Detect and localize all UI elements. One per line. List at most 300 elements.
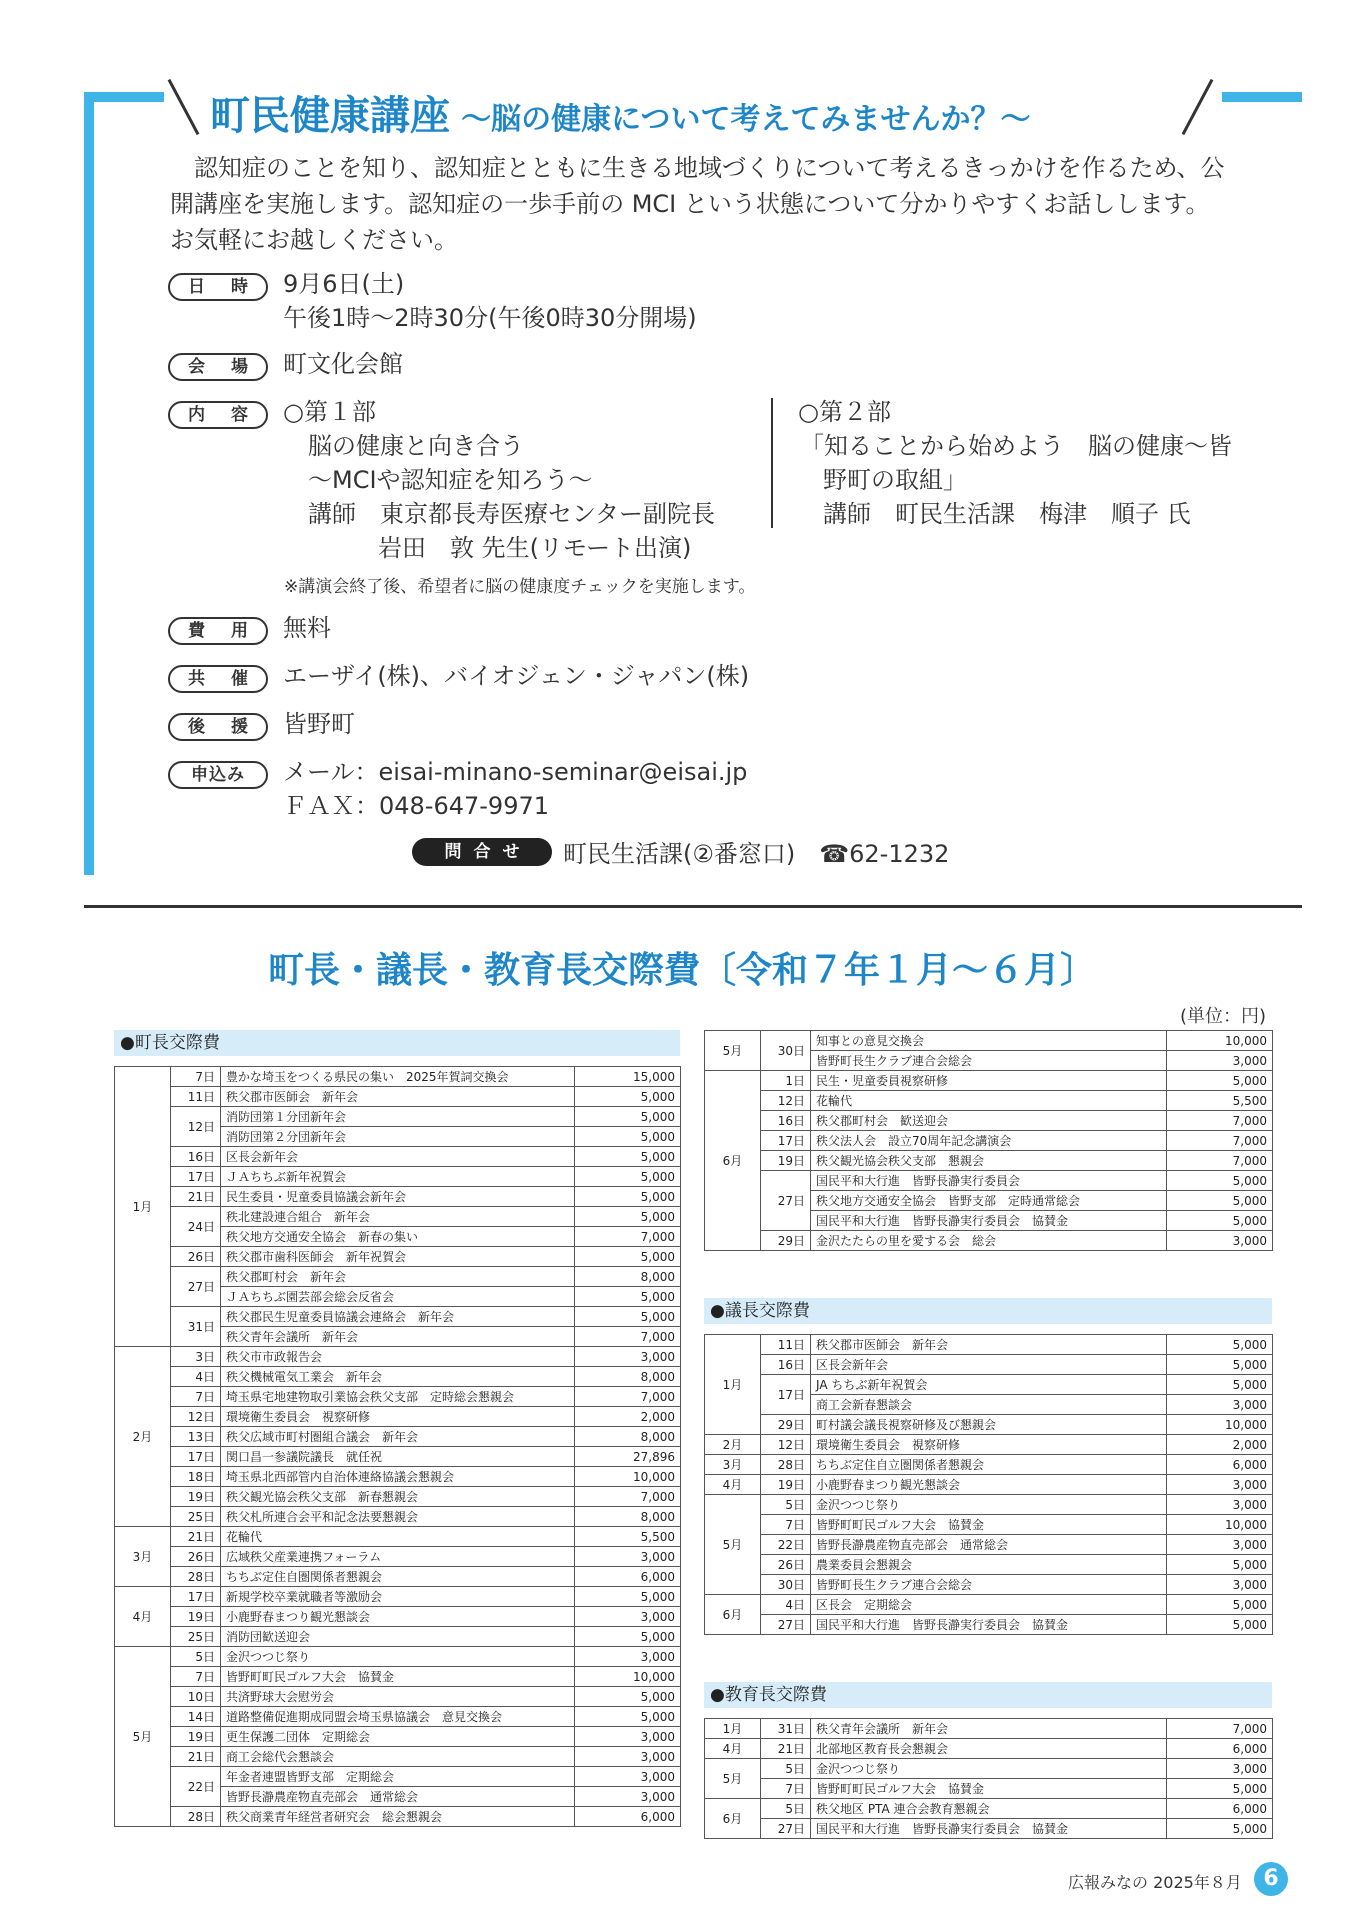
amount-cell: 5,000 [575,1167,681,1187]
edu-section-head: ●教育長交際費 [704,1682,1272,1708]
fee-value: 無料 [283,614,331,642]
event-cell: JA ちちぶ新年祝賀会 [811,1375,1167,1395]
day-cell: 27日 [171,1267,221,1307]
side-bar-left [84,92,94,875]
event-cell: 秩父札所連合会平和記念法要懇親会 [221,1507,575,1527]
amount-cell: 3,000 [575,1747,681,1767]
amount-cell: 5,000 [1167,1595,1273,1615]
day-cell: 26日 [761,1555,811,1575]
event-cell: 知事との意見交換会 [811,1031,1167,1051]
table-row [115,1147,681,1167]
event-cell: 秩父郡町村会 歓送迎会 [811,1111,1167,1131]
table-row [705,1111,1273,1131]
date-line1: 9月6日(土) [283,270,405,298]
amount-cell: 5,000 [575,1107,681,1127]
apply-mail[interactable]: メール：eisai-minano-seminar@eisai.jp [283,758,748,786]
amount-cell: 5,000 [1167,1335,1273,1355]
fee-label: 費 用 [168,617,268,645]
seminar-title-sub: ～脳の健康について考えてみませんか？～ [461,102,1031,137]
day-cell: 31日 [171,1307,221,1347]
event-cell: 秩父郡市医師会 新年会 [221,1087,575,1107]
amount-cell: 6,000 [1167,1799,1273,1819]
table-row [115,1427,681,1447]
unit-label: (単位：円) [1180,1006,1267,1027]
event-cell: 年金者連盟皆野支部 定期総会 [221,1767,575,1787]
event-cell: ちちぶ定住自圏関係者懇親会 [221,1567,575,1587]
amount-cell: 5,000 [1167,1555,1273,1575]
amount-cell: 5,000 [1167,1071,1273,1091]
event-cell: 秩父観光協会秩父支部 懇親会 [811,1151,1167,1171]
event-cell: 秩父郡町村会 新年会 [221,1267,575,1287]
day-cell: 22日 [171,1767,221,1807]
day-cell: 29日 [761,1231,811,1251]
table-row [115,1507,681,1527]
amount-cell: 2,000 [1167,1435,1273,1455]
event-cell: 国民平和大行進 皆野長瀞実行委員会 協賛金 [811,1615,1167,1635]
table-row [115,1467,681,1487]
table-row [705,1739,1273,1759]
mayor-cont-table [704,1030,1273,1251]
amount-cell: 5,000 [575,1627,681,1647]
event-cell: 皆野町長生クラブ連合会総会 [811,1051,1167,1071]
event-cell: 秩父地方交通安全協会 新春の集い [221,1227,575,1247]
month-cell: 5月 [705,1495,761,1595]
amount-cell: 10,000 [1167,1031,1273,1051]
day-cell: 4日 [171,1367,221,1387]
amount-cell: 5,500 [575,1527,681,1547]
amount-cell: 10,000 [575,1467,681,1487]
event-cell: 皆野町町民ゴルフ大会 協賛金 [811,1779,1167,1799]
event-cell: 金沢つつじ祭り [221,1647,575,1667]
event-cell: 民生委員・児童委員協議会新年会 [221,1187,575,1207]
amount-cell: 5,000 [1167,1191,1273,1211]
footer-label: 広報みなの 2025年８月 [1068,1873,1242,1892]
day-cell: 22日 [761,1535,811,1555]
table-row [705,1575,1273,1595]
event-cell: 消防団第２分団新年会 [221,1127,575,1147]
table-row [115,1807,681,1827]
table-row [705,1555,1273,1575]
part2-line2: 野町の取組」 [823,466,967,494]
amount-cell: 3,000 [575,1727,681,1747]
amount-cell: 7,000 [575,1387,681,1407]
support-value: 皆野町 [283,710,355,738]
amount-cell: 6,000 [575,1567,681,1587]
event-cell: 商工会新春懇談会 [811,1395,1167,1415]
day-cell: 21日 [171,1747,221,1767]
table-row [115,1647,681,1667]
month-cell: 6月 [705,1799,761,1839]
amount-cell: 5,000 [1167,1355,1273,1375]
event-cell: 共済野球大会慰労会 [221,1687,575,1707]
event-cell: 国民平和大行進 皆野長瀞実行委員会 協賛金 [811,1211,1167,1231]
amount-cell: 5,000 [575,1287,681,1307]
event-cell: 皆野町長生クラブ連合会総会 [811,1575,1167,1595]
table-row [705,1151,1273,1171]
table-row [115,1207,681,1227]
amount-cell: 5,000 [575,1707,681,1727]
table-row [115,1387,681,1407]
event-cell: 金沢つつじ祭り [811,1495,1167,1515]
day-cell: 11日 [171,1087,221,1107]
event-cell: 消防団歓送迎会 [221,1627,575,1647]
day-cell: 17日 [761,1375,811,1415]
day-cell: 12日 [761,1091,811,1111]
day-cell: 30日 [761,1575,811,1595]
day-cell: 21日 [171,1187,221,1207]
content-label: 内 容 [168,401,268,429]
month-cell: 3月 [115,1527,171,1587]
part1-line2: ～MCIや認知症を知ろう～ [308,466,593,494]
day-cell: 7日 [761,1779,811,1799]
event-cell: 小鹿野春まつり観光懇談会 [811,1475,1167,1495]
table-row [705,1031,1273,1051]
amount-cell: 5,000 [575,1147,681,1167]
table-row [115,1167,681,1187]
day-cell: 27日 [761,1171,811,1231]
part2-line3: 講師 町民生活課 梅津 順子 氏 [823,500,1191,528]
month-cell: 6月 [705,1071,761,1251]
chair-table-body [705,1335,1273,1635]
day-cell: 14日 [171,1707,221,1727]
event-cell: 秩父商業青年経営者研究会 総会懇親会 [221,1807,575,1827]
month-cell: 5月 [705,1759,761,1799]
event-cell: 小鹿野春まつり観光懇談会 [221,1607,575,1627]
day-cell: 7日 [171,1387,221,1407]
amount-cell: 5,000 [575,1687,681,1707]
day-cell: 13日 [171,1427,221,1447]
part2-line1: 「知ることから始めよう 脳の健康～皆 [800,432,1232,460]
table-row [705,1799,1273,1819]
amount-cell: 3,000 [1167,1475,1273,1495]
event-cell: 皆野町町民ゴルフ大会 協賛金 [221,1667,575,1687]
venue-value: 町文化会館 [283,350,403,378]
table-row [705,1231,1273,1251]
apply-fax: ＦＡＸ：048-647-9971 [283,792,550,820]
table-row [115,1707,681,1727]
section-divider [84,905,1302,908]
day-cell: 19日 [761,1475,811,1495]
part1-line4: 岩田 敦 先生(リモート出演) [378,534,692,562]
day-cell: 27日 [761,1615,811,1635]
amount-cell: 5,000 [1167,1615,1273,1635]
table-row [115,1687,681,1707]
amount-cell: 7,000 [1167,1719,1273,1739]
amount-cell: 8,000 [575,1267,681,1287]
event-cell: 秩父機械電気工業会 新年会 [221,1367,575,1387]
day-cell: 5日 [761,1799,811,1819]
day-cell: 16日 [761,1355,811,1375]
event-cell: 新規学校卒業就職者等激励会 [221,1587,575,1607]
day-cell: 12日 [761,1435,811,1455]
day-cell: 28日 [761,1455,811,1475]
chair-section-head: ●議長交際費 [704,1298,1272,1324]
amount-cell: 5,000 [575,1247,681,1267]
event-cell: 豊かな埼玉をつくる県民の集い 2025年賀詞交換会 [221,1067,575,1087]
cohost-value: エーザイ(株)、バイオジェン・ジャパン(株) [283,662,750,690]
event-cell: 秩父法人会 設立70周年記念講演会 [811,1131,1167,1151]
event-cell: 金沢つつじ祭り [811,1759,1167,1779]
day-cell: 7日 [761,1515,811,1535]
amount-cell: 3,000 [1167,1535,1273,1555]
seminar-title [210,84,1190,141]
part1-line3: 講師 東京都長寿医療センター副院長 [308,500,716,528]
event-cell: 皆野長瀞農産物直売部会 通常総会 [811,1535,1167,1555]
title-bar-left [84,92,164,102]
event-cell: 環境衛生委員会 視察研修 [811,1435,1167,1455]
apply-label: 申込み [168,761,268,789]
amount-cell: 5,000 [1167,1779,1273,1799]
date-label: 日 時 [168,273,268,301]
table-row [115,1247,681,1267]
table-row [705,1495,1273,1515]
table-row [705,1335,1273,1355]
day-cell: 7日 [171,1667,221,1687]
event-cell: 関口昌一参議院議長 就任祝 [221,1447,575,1467]
mayor-table-body [115,1067,681,1827]
inquiry-label: 問合せ [412,838,552,866]
day-cell: 10日 [171,1687,221,1707]
table-row [705,1455,1273,1475]
day-cell: 28日 [171,1807,221,1827]
amount-cell: 6,000 [575,1807,681,1827]
event-cell: 区長会新年会 [221,1147,575,1167]
day-cell: 19日 [761,1151,811,1171]
day-cell: 28日 [171,1567,221,1587]
amount-cell: 7,000 [575,1227,681,1247]
edu-table [704,1718,1273,1839]
table-row [115,1487,681,1507]
event-cell: 秩父地方交通安全協会 皆野支部 定時通常総会 [811,1191,1167,1211]
day-cell: 19日 [171,1607,221,1627]
day-cell: 18日 [171,1467,221,1487]
table-row [705,1515,1273,1535]
table-row [705,1415,1273,1435]
table-row [705,1091,1273,1111]
table-row [705,1071,1273,1091]
seminar-intro-text: 認知症のことを知り、認知症とともに生きる地域づくりについて考えるきっかけを作るため、公開講座を実施します。認知症の一歩手前の MCI という状態について分かりやすくお話しします。お気軽にお越しください。 [170,154,1225,254]
day-cell: 16日 [171,1147,221,1167]
table-row [115,1587,681,1607]
table-row [115,1407,681,1427]
amount-cell: 3,000 [1167,1231,1273,1251]
day-cell: 25日 [171,1507,221,1527]
table-row [115,1367,681,1387]
amount-cell: 3,000 [575,1607,681,1627]
amount-cell: 7,000 [575,1487,681,1507]
table-row [705,1435,1273,1455]
event-cell: 埼玉県宅地建物取引業協会秩父支部 定時総会懇親会 [221,1387,575,1407]
table-row [705,1171,1273,1191]
day-cell: 31日 [761,1719,811,1739]
day-cell: 11日 [761,1335,811,1355]
table-row [115,1607,681,1627]
amount-cell: 10,000 [1167,1515,1273,1535]
amount-cell: 7,000 [1167,1151,1273,1171]
amount-cell: 5,000 [575,1307,681,1327]
amount-cell: 5,000 [1167,1171,1273,1191]
table-row [705,1595,1273,1615]
month-cell: 5月 [705,1031,761,1071]
month-cell: 2月 [115,1347,171,1527]
event-cell: 秩父広域市町村圏組合議会 新年会 [221,1427,575,1447]
day-cell: 5日 [761,1759,811,1779]
day-cell: 16日 [761,1111,811,1131]
table-row [115,1527,681,1547]
day-cell: 26日 [171,1547,221,1567]
table-row [115,1267,681,1287]
amount-cell: 7,000 [1167,1131,1273,1151]
day-cell: 19日 [171,1727,221,1747]
day-cell: 17日 [171,1167,221,1187]
day-cell: 4日 [761,1595,811,1615]
month-cell: 6月 [705,1595,761,1635]
month-cell: 1月 [705,1719,761,1739]
table-row [705,1759,1273,1779]
day-cell: 12日 [171,1407,221,1427]
amount-cell: 5,000 [1167,1375,1273,1395]
event-cell: 皆野長瀞農産物直売部会 通常総会 [221,1787,575,1807]
event-cell: 花輪代 [811,1091,1167,1111]
day-cell: 5日 [761,1495,811,1515]
event-cell: 更生保護二団体 定期総会 [221,1727,575,1747]
amount-cell: 15,000 [575,1067,681,1087]
day-cell: 30日 [761,1031,811,1071]
amount-cell: 3,000 [575,1347,681,1367]
amount-cell: 8,000 [575,1507,681,1527]
table-row [115,1767,681,1787]
amount-cell: 10,000 [575,1667,681,1687]
month-cell: 4月 [705,1739,761,1759]
event-cell: 環境衛生委員会 視察研修 [221,1407,575,1427]
event-cell: 皆野町町民ゴルフ大会 協賛金 [811,1515,1167,1535]
month-cell: 4月 [115,1587,171,1647]
event-cell: 商工会総代会懇談会 [221,1747,575,1767]
event-cell: ＪＡちちぶ園芸部会総会反省会 [221,1287,575,1307]
month-cell: 4月 [705,1475,761,1495]
table-row [115,1307,681,1327]
table-row [705,1475,1273,1495]
event-cell: 金沢たたらの里を愛する会 総会 [811,1231,1167,1251]
event-cell: 国民平和大行進 皆野長瀞実行委員会 協賛金 [811,1819,1167,1839]
event-cell: 区長会新年会 [811,1355,1167,1375]
event-cell: 道路整備促進期成同盟会埼玉県協議会 意見交換会 [221,1707,575,1727]
day-cell: 25日 [171,1627,221,1647]
table-row [115,1087,681,1107]
page-number: 6 [1254,1862,1288,1896]
part1-line1: 脳の健康と向き合う [308,432,524,460]
part2-title: ○第２部 [798,398,891,426]
day-cell: 7日 [171,1067,221,1087]
chair-table [704,1334,1273,1635]
table-row [115,1107,681,1127]
day-cell: 17日 [761,1131,811,1151]
amount-cell: 3,000 [575,1547,681,1567]
mayor-table [114,1066,681,1827]
day-cell: 21日 [761,1739,811,1759]
month-cell: 1月 [705,1335,761,1435]
title-slash-left [168,79,200,135]
table-row [705,1779,1273,1799]
table-row [115,1727,681,1747]
day-cell: 5日 [171,1647,221,1667]
amount-cell: 5,000 [1167,1211,1273,1231]
day-cell: 17日 [171,1447,221,1467]
amount-cell: 27,896 [575,1447,681,1467]
day-cell: 24日 [171,1207,221,1247]
amount-cell: 5,000 [575,1187,681,1207]
day-cell: 12日 [171,1107,221,1147]
table-row [705,1131,1273,1151]
day-cell: 26日 [171,1247,221,1267]
inquiry-text: 町民生活課(②番窓口) ☎62-1232 [563,840,950,868]
event-cell: 北部地区教育長会懇親会 [811,1739,1167,1759]
event-cell: 秩父郡市医師会 新年会 [811,1335,1167,1355]
amount-cell: 5,500 [1167,1091,1273,1111]
table-row [705,1615,1273,1635]
event-cell: 秩父青年会議所 新年会 [811,1719,1167,1739]
table-row [705,1355,1273,1375]
amount-cell: 3,000 [575,1767,681,1787]
event-cell: ちちぶ定住自立圏関係者懇親会 [811,1455,1167,1475]
expenses-title: 町長・議長・教育長交際費〔令和７年１月～６月〕 [267,950,1096,991]
event-cell: 広域秩父産業連携フォーラム [221,1547,575,1567]
mayor-section-head: ●町長交際費 [114,1030,680,1056]
day-cell: 21日 [171,1527,221,1547]
amount-cell: 5,000 [575,1207,681,1227]
event-cell: 秩父市市政報告会 [221,1347,575,1367]
amount-cell: 3,000 [1167,1395,1273,1415]
amount-cell: 3,000 [575,1787,681,1807]
table-row [705,1375,1273,1395]
table-row [115,1667,681,1687]
month-cell: 5月 [115,1647,171,1827]
mayor-cont-table-body [705,1031,1273,1251]
event-cell: 秩父地区 PTA 連合会教育懇親会 [811,1799,1167,1819]
event-cell: 民生・児童委員視察研修 [811,1071,1167,1091]
amount-cell: 5,000 [1167,1819,1273,1839]
day-cell: 1日 [761,1071,811,1091]
event-cell: 花輪代 [221,1527,575,1547]
venue-label: 会 場 [168,353,268,381]
table-row [115,1547,681,1567]
amount-cell: 10,000 [1167,1415,1273,1435]
amount-cell: 6,000 [1167,1739,1273,1759]
event-cell: 秩北建設連合組合 新年会 [221,1207,575,1227]
table-row [705,1719,1273,1739]
day-cell: 17日 [171,1587,221,1607]
day-cell: 3日 [171,1347,221,1367]
table-row [115,1627,681,1647]
table-row [115,1567,681,1587]
event-cell: 農業委員会懇親会 [811,1555,1167,1575]
amount-cell: 8,000 [575,1367,681,1387]
amount-cell: 3,000 [575,1647,681,1667]
amount-cell: 6,000 [1167,1455,1273,1475]
amount-cell: 3,000 [1167,1495,1273,1515]
day-cell: 19日 [171,1487,221,1507]
event-cell: 国民平和大行進 皆野長瀞実行委員会 [811,1171,1167,1191]
event-cell: 秩父観光協会秩父支部 新春懇親会 [221,1487,575,1507]
month-cell: 3月 [705,1455,761,1475]
content-note: ※講演会終了後、希望者に脳の健康度チェックを実施します。 [284,577,756,597]
amount-cell: 7,000 [1167,1111,1273,1131]
day-cell: 29日 [761,1415,811,1435]
amount-cell: 5,000 [575,1127,681,1147]
seminar-intro [170,150,1230,258]
table-row [115,1067,681,1087]
event-cell: 秩父郡民生児童委員協議会連絡会 新年会 [221,1307,575,1327]
